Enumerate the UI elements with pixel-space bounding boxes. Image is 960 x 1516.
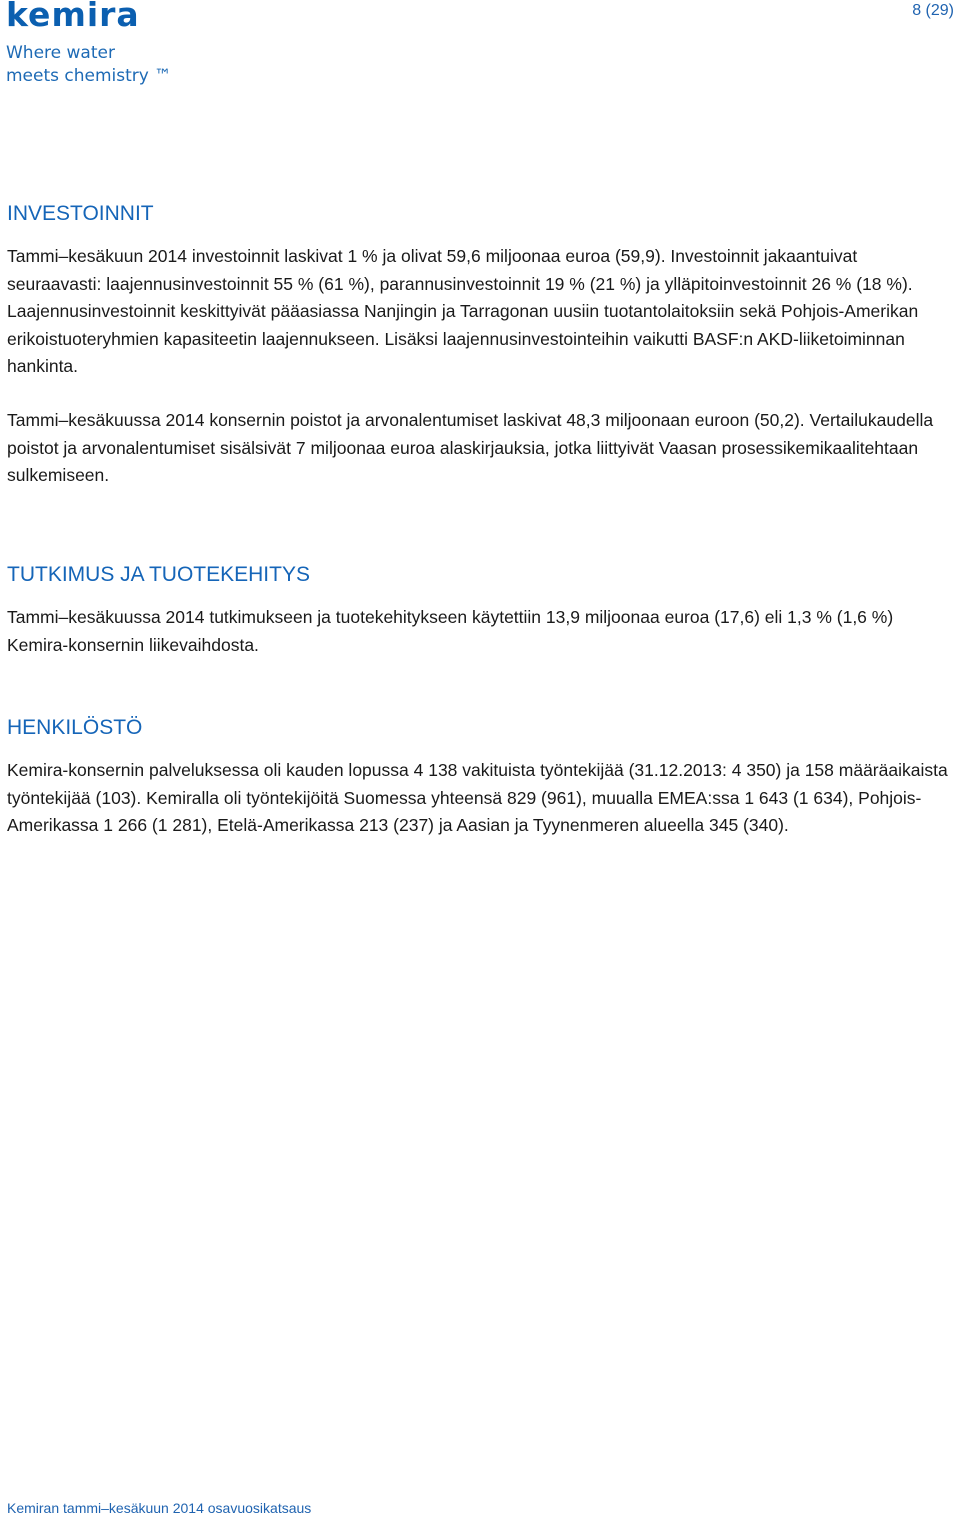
logo-tagline (6, 42, 206, 88)
paragraph: Tammi–kesäkuussa 2014 tutkimukseen ja tuotekehitykseen käytettiin 13,9 miljoonaa euroa (17,6) eli 1,3 % (1,6 %) Kemira-konsernin liikevaihdosta. (7, 607, 894, 655)
section-henkilosto (7, 715, 952, 840)
section-heading: HENKILÖSTÖ (7, 716, 143, 739)
logo-wordmark: kemira (6, 0, 140, 30)
paragraph: Tammi–kesäkuussa 2014 konsernin poistot ja arvonalentumiset laskivat 48,3 miljoonaan euroon (50,2). Vertailukaudella poistot ja arvonalentumiset sisälsivät 7 miljoonaa euroa alaskirjauksia, jotka liittyivät Vaasan prosessikemikaalitehtaan sulkemiseen. (7, 409, 934, 486)
paragraph: Tammi–kesäkuun 2014 investoinnit laskivat 1 % ja olivat 59,6 miljoonaa euroa (59,9). Investoinnit jakaantuivat seuraavasti: laajennusinvestoinnit 55 % (61 %), parannusinvestoinnit 19 % (21 %) ja ylläpitoinvestoinnit 26 % (18 %). Laajennusinvestoinnit keskittyivät pääasiassa Nanjingin ja Tarragonan uusiin tuotantolaitoksiin sekä Pohjois-Amerikan erikoistuoteryhmien kapasiteetin laajennukseen. Lisäksi laajennusinvestointeihin vaikutti BASF:n AKD-liiketoiminnan hankinta. (7, 246, 919, 377)
paragraph: Kemira-konsernin palveluksessa oli kauden lopussa 4 138 vakituista työntekijää (31.12.2013: 4 350) ja 158 määräaikaista työntekijää (103). Kemiralla oli työntekijöitä Suomessa yhteensä 829 (961), muualla EMEA:ssa 1 643 (1 634), Pohjois-Amerikassa 1 266 (1 281), Etelä-Amerikassa 213 (237) ja Aasian ja Tyynenmeren alueella 345 (340). (7, 760, 948, 836)
page-number: 8 (29) (912, 2, 954, 19)
section-heading: INVESTOINNIT (7, 202, 154, 225)
tagline-line-1: Where water (6, 43, 115, 63)
footer-text: Kemiran tammi–kesäkuun 2014 osavuosikatsaus (7, 1500, 312, 1516)
kemira-logo (6, 0, 206, 88)
tagline-line-2: meets chemistry ™ (6, 66, 172, 86)
section-heading: TUTKIMUS JA TUOTEKEHITYS (7, 563, 310, 586)
section-investoinnit (7, 201, 952, 490)
section-tutkimus (7, 562, 952, 659)
